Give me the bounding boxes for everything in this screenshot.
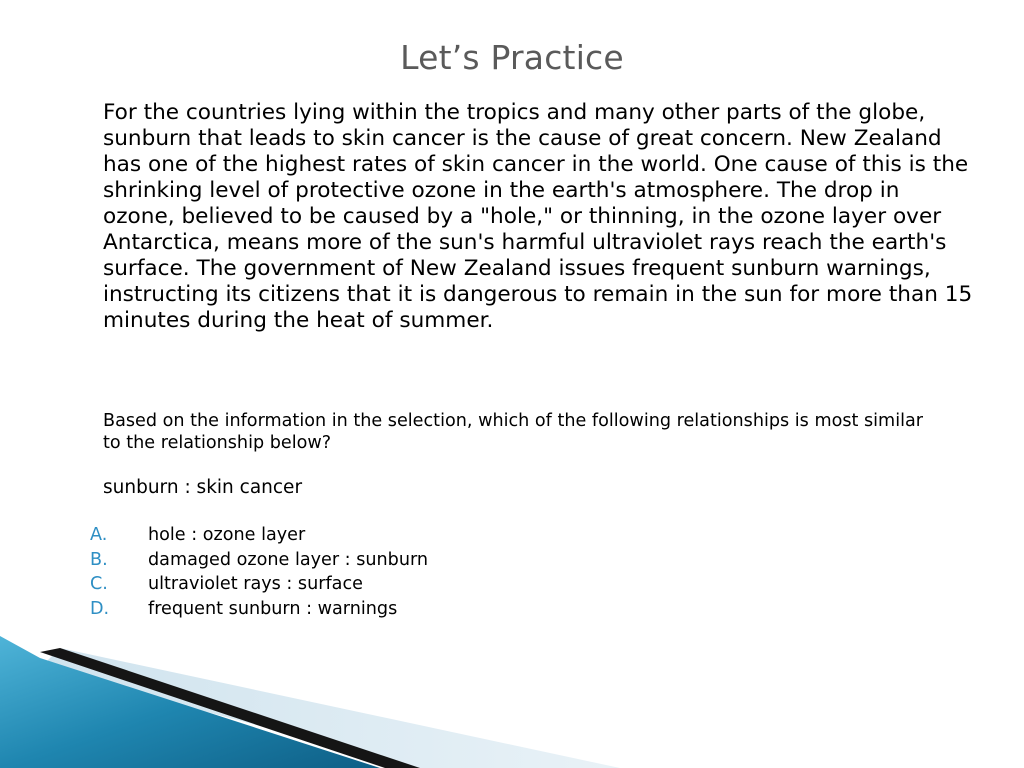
slide-title: Let’s Practice (400, 38, 624, 77)
option-a (90, 523, 428, 548)
option-c-letter: C. (90, 574, 108, 594)
option-b-text: damaged ozone layer : sunburn (148, 549, 429, 570)
option-c-text: ultraviolet rays : surface (148, 574, 363, 594)
relationship-stem: sunburn : skin cancer (103, 477, 303, 498)
question-text: Based on the information in the selection, which of the following relationships is most similar to the relationship below? (103, 411, 923, 453)
option-d-text: frequent sunburn : warnings (148, 598, 398, 619)
option-c (90, 572, 428, 597)
option-d-letter: D. (90, 598, 110, 619)
option-b-letter: B. (90, 549, 108, 570)
option-a-letter: A. (90, 525, 108, 545)
decorative-corner-graphic (0, 628, 1024, 768)
answer-options (90, 523, 428, 621)
option-b (90, 548, 428, 573)
option-a-text: hole : ozone layer (148, 525, 306, 545)
passage-text: For the countries lying within the tropics and many other parts of the globe, sunburn that leads to skin cancer is the cause of great concern. New Zealand has one of the highest rates of skin cancer in the world. One cause of this is the shrinking level of protective ozone in the earth's atmosphere. The drop in ozone, believed to be caused by a "hole," or thinning, in the ozone layer over Antarctica, means more of the sun's harmful ultraviolet rays reach the earth's surface. The government of New Zealand issues frequent sunburn warnings, instructing its citizens that it is dangerous to remain in the sun for more than 15 minutes during the heat of summer. (103, 100, 973, 333)
option-d (90, 597, 428, 622)
